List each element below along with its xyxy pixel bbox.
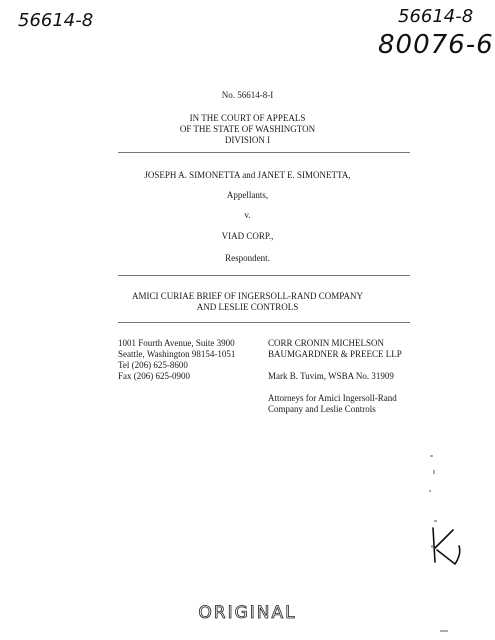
appellants-names: JOSEPH A. SIMONETTA and JANET E. SIMONETTA,	[144, 170, 351, 180]
court-division: DIVISION I	[224, 135, 271, 145]
firm-attorney-block	[268, 338, 402, 415]
attorney-role-line2: Company and Leslie Controls	[268, 404, 376, 414]
versus-label: v.	[244, 210, 251, 220]
address-city: Seattle, Washington 98154-1051	[118, 349, 236, 359]
divider-top	[118, 152, 410, 153]
attorney-role-line1: Attorneys for Amici Ingersoll-Rand	[268, 393, 397, 403]
scan-speck	[429, 490, 431, 492]
handwritten-initials-mark	[425, 522, 465, 570]
court-name-line2: OF THE STATE OF WASHINGTON	[179, 124, 316, 134]
case-number: No. 56614-8-I	[221, 90, 274, 100]
firm-address-block	[118, 338, 235, 382]
attorney-name: Mark B. Tuvim, WSBA No. 31909	[268, 371, 394, 381]
fax: Fax (206) 625-0900	[118, 371, 190, 381]
divider-bottom	[118, 322, 410, 323]
appellants-label: Appellants,	[226, 190, 269, 200]
firm-name-line1: CORR CRONIN MICHELSON	[268, 338, 385, 348]
court-name-line1: IN THE COURT OF APPEALS	[189, 113, 306, 123]
firm-name-line2: BAUMGARDNER & PREECE LLP	[268, 349, 402, 359]
respondent-label: Respondent.	[225, 253, 270, 263]
address-line: 1001 Fourth Avenue, Suite 3900	[118, 338, 235, 348]
handwritten-case-number-right: 56614-8	[398, 6, 474, 27]
original-stamp: ORIGINAL	[198, 603, 297, 623]
respondent-name: VIAD CORP.,	[221, 231, 274, 241]
scan-speck	[440, 630, 448, 632]
scan-speck	[433, 470, 435, 474]
divider-middle	[118, 275, 410, 276]
scan-speck	[430, 455, 433, 457]
brief-title-line1: AMICI CURIAE BRIEF OF INGERSOLL-RAND COMPANY	[132, 291, 363, 301]
handwritten-case-number-left: 56614-8	[18, 10, 94, 31]
handwritten-case-number-second: 80076-6	[378, 30, 494, 60]
brief-title-line2: AND LESLIE CONTROLS	[196, 302, 299, 312]
telephone: Tel (206) 625-8600	[118, 360, 188, 370]
